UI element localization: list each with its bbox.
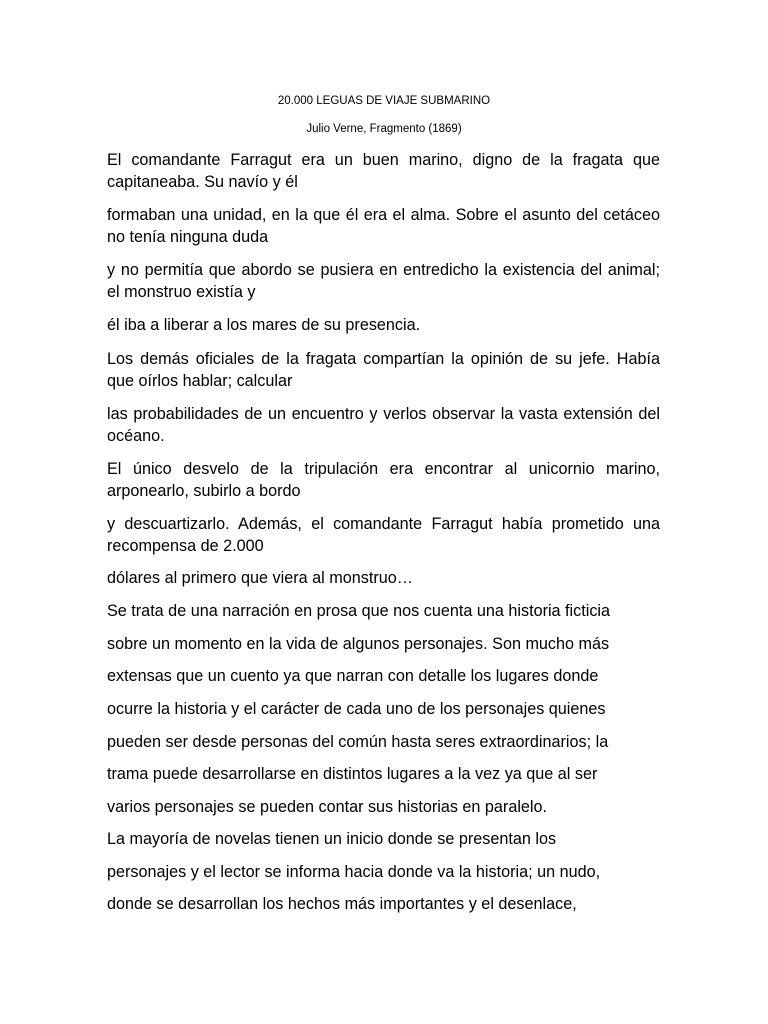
fragment-paragraph: y no permitía que abordo se pusiera en entredicho la existencia del animal; el monstruo existía y bbox=[107, 261, 660, 301]
prose-line: Se trata de una narración en prosa que nos cuenta una historia ficticia bbox=[107, 602, 611, 620]
fragment-paragraph: las probabilidades de un encuentro y verlos observar la vasta extensión del océano. bbox=[107, 405, 660, 445]
prose-line: varios personajes se pueden contar sus historias en paralelo. bbox=[107, 798, 548, 816]
prose-line: ocurre la historia y el carácter de cada uno de los personajes quienes bbox=[107, 700, 606, 718]
fragment-paragraph: dólares al primero que viera al monstruo… bbox=[107, 569, 413, 587]
prose-line: trama puede desarrollarse en distintos lugares a la vez ya que al ser bbox=[107, 765, 598, 783]
prose-line: extensas que un cuento ya que narran con detalle los lugares donde bbox=[107, 667, 599, 685]
document-subtitle: Julio Verne, Fragmento (1869) bbox=[306, 123, 462, 135]
prose-line: personajes y el lector se informa hacia donde va la historia; un nudo, bbox=[107, 863, 601, 881]
prose-line: donde se desarrollan los hechos más importantes y el desenlace, bbox=[107, 895, 577, 913]
prose-line: La mayoría de novelas tienen un inicio donde se presentan los bbox=[107, 830, 557, 848]
fragment-paragraph: El único desvelo de la tripulación era encontrar al unicornio marino, arponearlo, subirlo a bordo bbox=[107, 460, 660, 500]
fragment-paragraph: El comandante Farragut era un buen marino, digno de la fragata que capitaneaba. Su navío y él bbox=[107, 151, 660, 191]
fragment-paragraph: Los demás oficiales de la fragata compartían la opinión de su jefe. Había que oírlos hablar; calcular bbox=[107, 350, 660, 390]
fragment-paragraph: y descuartizarlo. Además, el comandante Farragut había prometido una recompensa de 2.000 bbox=[107, 515, 660, 555]
prose-line: sobre un momento en la vida de algunos personajes. Son mucho más bbox=[107, 635, 610, 653]
prose-line: pueden ser desde personas del común hasta seres extraordinarios; la bbox=[107, 733, 609, 751]
fragment-paragraph: formaban una unidad, en la que él era el alma. Sobre el asunto del cetáceo no tenía ninguna duda bbox=[107, 206, 660, 246]
document-title: 20.000 LEGUAS DE VIAJE SUBMARINO bbox=[277, 95, 491, 107]
fragment-paragraph: él iba a liberar a los mares de su presencia. bbox=[107, 316, 421, 334]
